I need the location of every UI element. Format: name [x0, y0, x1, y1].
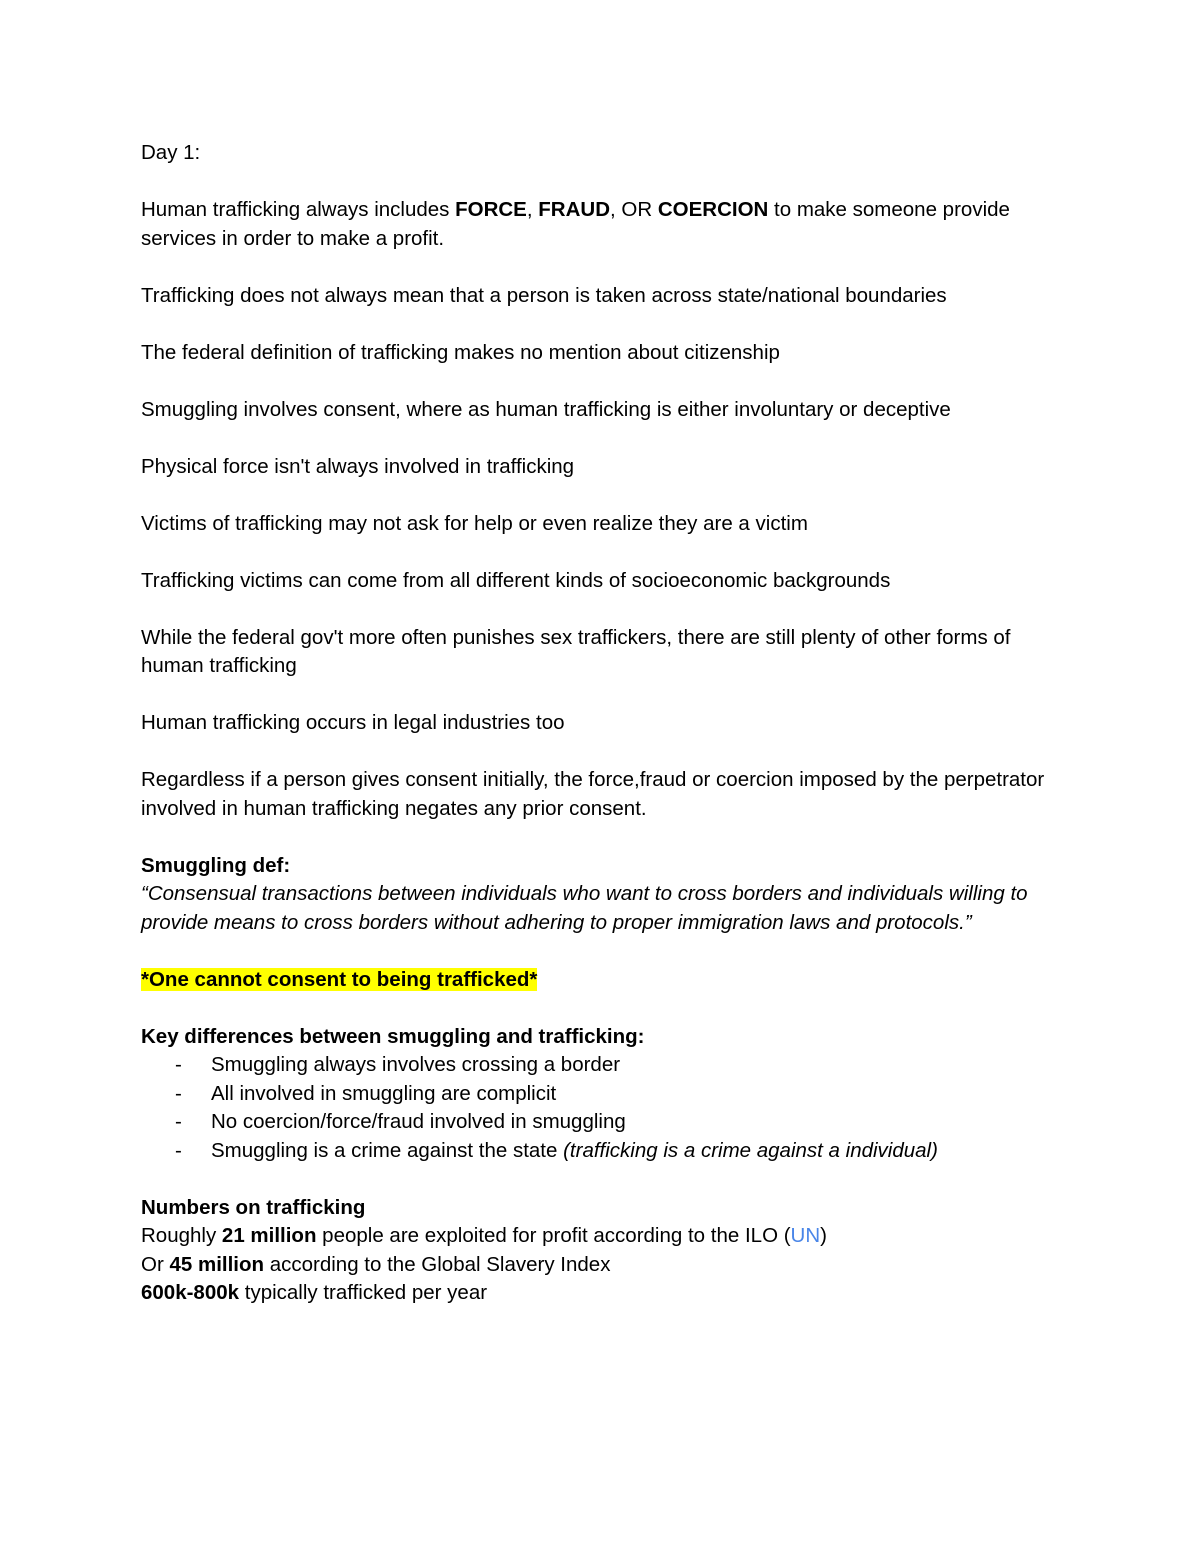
paragraph: Trafficking victims can come from all different kinds of socioeconomic backgrounds — [141, 568, 891, 592]
numbers-title: Numbers on trafficking — [141, 1195, 366, 1219]
paragraph: The federal definition of trafficking makes no mention about citizenship — [141, 340, 780, 364]
list-item-text: No coercion/force/fraud involved in smuggling — [211, 1110, 626, 1133]
list-item — [141, 1051, 1071, 1080]
list-item-text: All involved in smuggling are complicit — [211, 1081, 557, 1105]
list-item-note: (trafficking is a crime against a individual) — [563, 1138, 938, 1162]
numbers-line2-a: Or — [141, 1252, 170, 1276]
numbers-line2-bold: 45 million — [169, 1252, 265, 1276]
un-link[interactable]: UN — [790, 1224, 821, 1247]
p1-coercion: COERCION — [657, 198, 769, 221]
paragraph: Human trafficking occurs in legal industries too — [141, 711, 565, 734]
numbers-line3-bold: 600k-800k — [141, 1281, 240, 1304]
numbers-line1-a: Roughly — [141, 1224, 222, 1247]
p1-sep2: , OR — [610, 198, 658, 221]
numbers-line1-c: ) — [820, 1224, 827, 1247]
differences-list — [141, 1051, 1071, 1165]
paragraph: Victims of trafficking may not ask for help or even realize they are a victim — [141, 511, 808, 535]
list-item-text: Smuggling always involves crossing a border — [211, 1053, 621, 1076]
p1-text-b: to make someone provide services in order to make a profit. — [141, 198, 1010, 250]
paragraph: Trafficking does not always mean that a person is taken across state/national boundaries — [141, 283, 947, 307]
p1-force: FORCE — [455, 198, 527, 221]
differences-title: Key differences between smuggling and trafficking: — [141, 1024, 645, 1048]
dash-bullet: - — [175, 1053, 182, 1076]
smuggling-def-title: Smuggling def: — [141, 853, 291, 877]
numbers-line-gsi — [141, 1251, 1071, 1280]
list-item — [141, 1080, 1071, 1109]
paragraph-force-fraud-coercion — [141, 196, 1071, 253]
highlight-line — [141, 966, 1071, 995]
day-heading: Day 1: — [141, 141, 201, 164]
p1-text-a: Human trafficking always includes — [141, 198, 456, 221]
document-page — [141, 139, 1071, 1308]
paragraph: Smuggling involves consent, where as human trafficking is either involuntary or deceptive — [141, 397, 951, 421]
numbers-line-per-year — [141, 1279, 1071, 1308]
list-item — [141, 1108, 1071, 1137]
p1-fraud: FRAUD — [538, 198, 611, 221]
numbers-line2-b: according to the Global Slavery Index — [264, 1252, 611, 1276]
numbers-line1-bold: 21 million — [221, 1224, 317, 1247]
numbers-line-ilo — [141, 1222, 1071, 1251]
highlighted-text: *One cannot consent to being trafficked* — [141, 967, 538, 991]
list-item-text: Smuggling is a crime against the state — [211, 1138, 564, 1162]
numbers-line1-b: people are exploited for profit according to the ILO ( — [316, 1224, 791, 1247]
smuggling-def-quote: “Consensual transactions between individuals who want to cross borders and individuals willing to provide means to cross borders without adhering to proper immigration laws and protocols.” — [141, 882, 1028, 934]
p1-sep1: , — [526, 198, 539, 221]
list-item — [141, 1137, 1071, 1166]
paragraph: While the federal gov't more often punishes sex traffickers, there are still plenty of other forms of human trafficking — [141, 625, 1011, 677]
numbers-line3-b: typically trafficked per year — [239, 1281, 488, 1304]
dash-bullet: - — [175, 1110, 182, 1133]
paragraph: Physical force isn't always involved in trafficking — [141, 454, 575, 478]
dash-bullet: - — [175, 1081, 182, 1105]
dash-bullet: - — [175, 1138, 182, 1162]
paragraph: Regardless if a person gives consent initially, the force,fraud or coercion imposed by the perpetrator involved in human trafficking negates any prior consent. — [141, 768, 1045, 820]
